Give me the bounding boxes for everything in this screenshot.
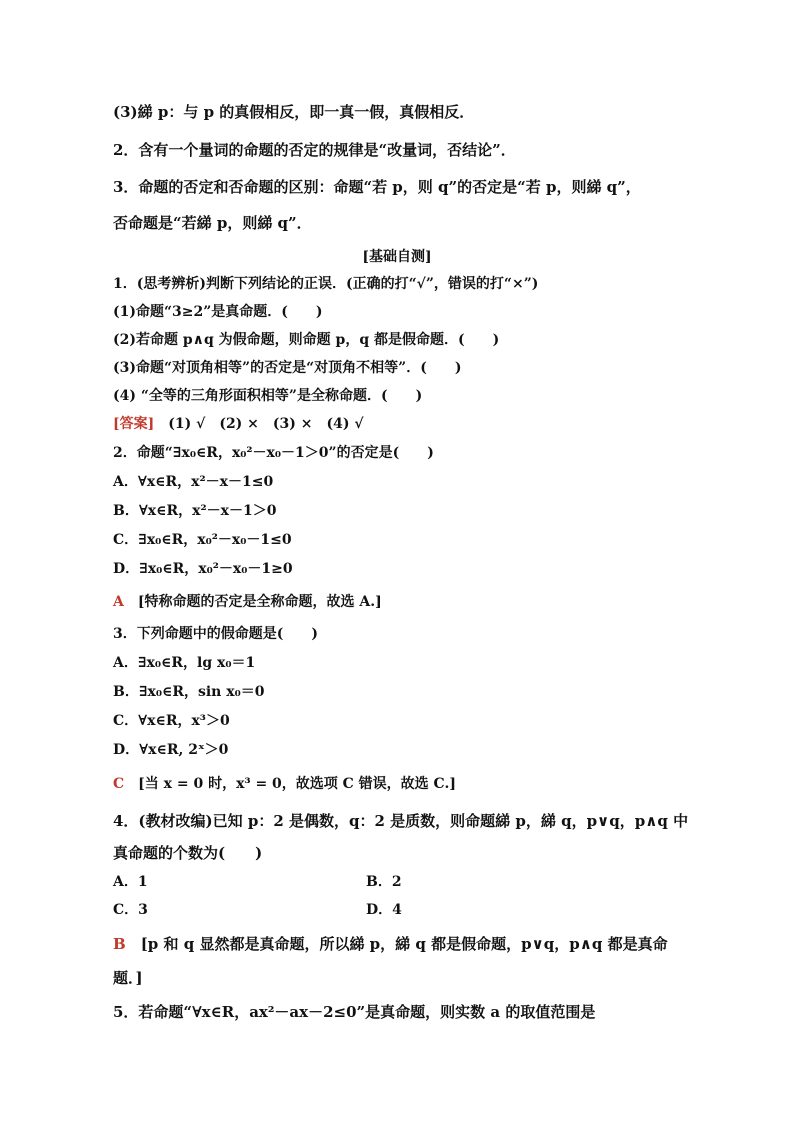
text-line-difference-2: 否命题是“若綈 p，则綈 q”． (113, 214, 312, 232)
question-1: 1．(思考辨析)判断下列结论的正误．(正确的打“√”，错误的打“×”) (113, 276, 539, 292)
question-2-option-a: A．∀x∈R，x²－x－1≤0 (113, 474, 274, 490)
question-1-item-4: (4) “全等的三角形面积相等”是全称命题．( ) (113, 388, 423, 404)
question-4-line-2: 真命题的个数为( ) (113, 844, 263, 862)
answer-letter: B (113, 935, 126, 953)
question-3-answer (113, 774, 456, 794)
text-line-negation-rule: (3)綈 p：与 p 的真假相反，即一真一假，真假相反． (113, 103, 475, 121)
answer-letter: C (113, 776, 125, 792)
answer-values: (1) √ (2) × (3) × (4) √ (168, 416, 364, 432)
question-2-option-c: C．∃x₀∈R，x₀²－x₀－1≤0 (113, 532, 292, 548)
question-4-line-1: 4．(教材改编)已知 p：2 是偶数，q：2 是质数，则命题綈 p，綈 q，p∨q，p∧q 中 (113, 812, 689, 830)
question-4-option-d: D．4 (366, 902, 402, 918)
question-3-option-d: D．∀x∈R, 2ˣ＞0 (113, 742, 229, 758)
question-4-options-row-2 (113, 900, 402, 920)
question-4-option-c: C．3 (113, 902, 148, 918)
question-4-option-a: A．1 (113, 874, 148, 890)
question-4-options-row-1 (113, 872, 402, 892)
answer-letter: A (113, 594, 124, 610)
question-5: 5．若命题“∀x∈R，ax²－ax－2≤0”是真命题，则实数 a 的取值范围是 (113, 1003, 596, 1021)
answer-explanation: [当 x = 0 时，x³ = 0，故选项 C 错误，故选 C.] (138, 776, 456, 792)
question-3-option-c: C．∀x∈R，x³＞0 (113, 713, 230, 729)
answer-explanation: [p 和 q 显然都是真命题，所以綈 p，綈 q 都是假命题，p∨q，p∧q 都是真命 (140, 935, 668, 953)
question-1-item-1: (1)命题“3≥2”是真命题．( ) (113, 304, 323, 320)
answer-tag: [答案] (113, 416, 155, 432)
question-4-answer-continued: 题．] (113, 969, 143, 987)
answer-explanation: [特称命题的否定是全称命题，故选 A.] (137, 594, 382, 610)
question-3-option-b: B．∃x₀∈R，sin x₀＝0 (113, 684, 265, 700)
question-3-option-a: A．∃x₀∈R，lg x₀＝1 (113, 655, 256, 671)
question-2-answer (113, 592, 382, 612)
question-1-answer (113, 414, 364, 434)
text-line-difference-1: 3．命题的否定和否命题的区别：命题“若 p，则 q”的否定是“若 p，则綈 q”， (113, 178, 641, 196)
question-2-option-d: D．∃x₀∈R，x₀²－x₀－1≥0 (113, 561, 293, 577)
question-4-option-b: B．2 (366, 874, 402, 890)
question-1-item-3: (3)命题“对顶角相等”的否定是“对顶角不相等”．( ) (113, 360, 462, 376)
question-2: 2．命题“∃x₀∈R，x₀²－x₀－1＞0”的否定是( ) (113, 445, 434, 461)
question-1-item-2: (2)若命题 p∧q 为假命题，则命题 p，q 都是假命题．( ) (113, 332, 500, 348)
question-2-option-b: B．∀x∈R，x²－x－1＞0 (113, 503, 277, 519)
section-title: [基础自测] (362, 249, 432, 265)
question-4-answer (113, 934, 668, 954)
text-line-quantifier-rule: 2．含有一个量词的命题的否定的规律是“改量词，否结论”． (113, 141, 516, 159)
question-3: 3．下列命题中的假命题是( ) (113, 626, 318, 642)
